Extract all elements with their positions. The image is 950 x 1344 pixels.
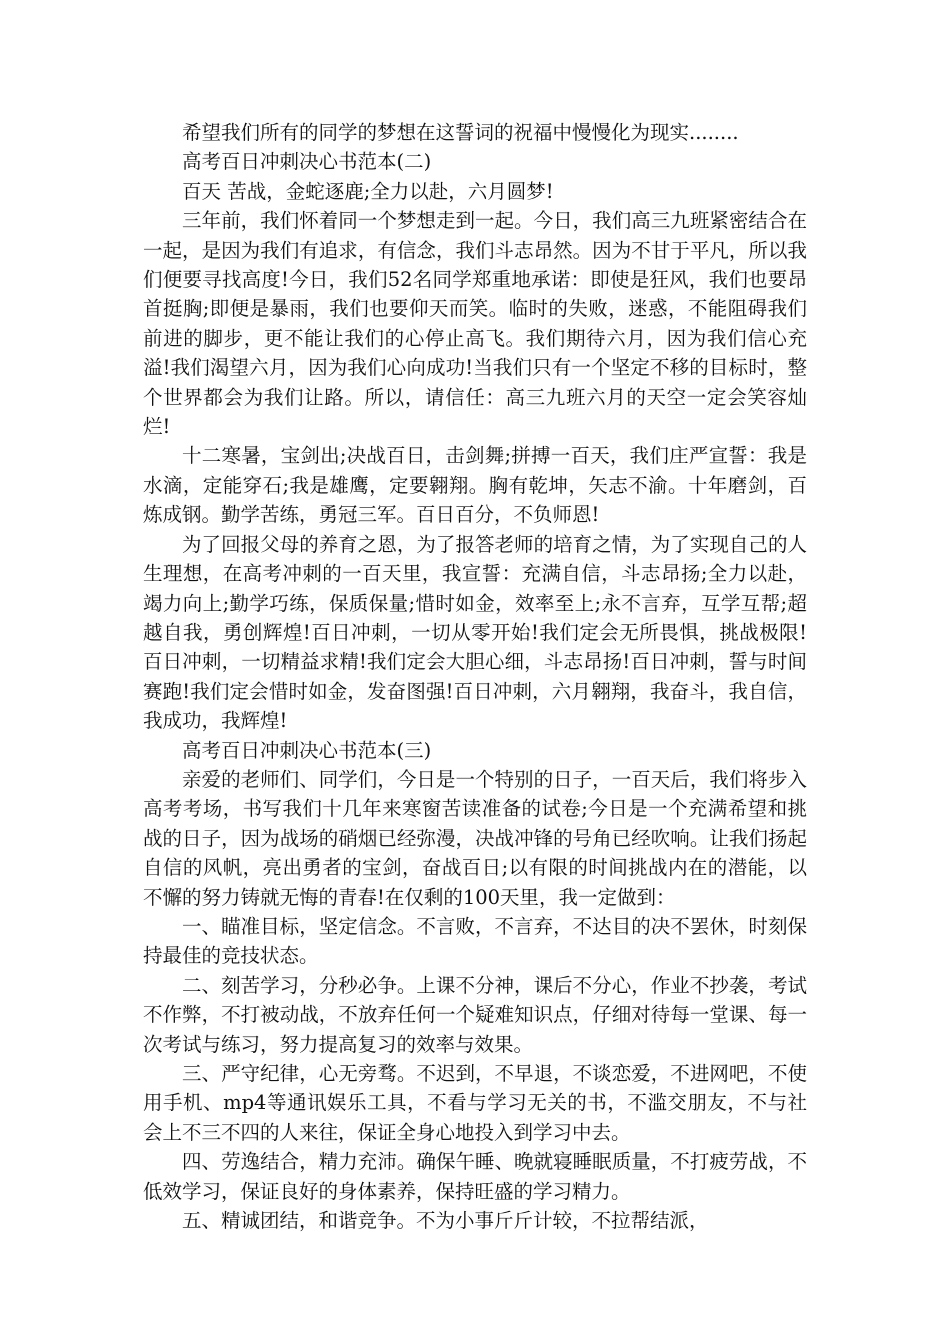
paragraph-item-4: 四、劳逸结合，精力充沛。确保午睡、晚就寝睡眠质量，不打疲劳战，不低效学习，保证良好的身体素养，保持旺盛的学习精力。 [143,1150,807,1203]
paragraph-item-2: 二、刻苦学习，分秒必争。上课不分神，课后不分心，作业不抄袭，考试不作弊，不打被动战，不放弃任何一个疑难知识点，仔细对待每一堂课、每一次考试与练习，努力提高复习的效率与效果。 [143,973,807,1056]
section-heading-2: 高考百日冲刺决心书范本(二) [182,150,432,174]
paragraph-dream-wish: 希望我们所有的同学的梦想在这誓词的祝福中慢慢化为现实........ [182,121,739,144]
paragraph-item-1: 一、瞄准目标，坚定信念。不言败，不言弃，不达目的决不罢休，时刻保持最佳的竞技状态。 [143,914,807,968]
paragraph-three-years-ago: 三年前，我们怀着同一个梦想走到一起。今日，我们高三九班紧密结合在一起，是因为我们有追求，有信念，我们斗志昂然。因为不甘于平凡，所以我们便要寻找高度!今日，我们52名同学郑重地承诺：即使是狂风，我们也要昂首挺胸;即便是暴雨，我们也要仰天而笑。临时的失败，迷惑，不能阻碍我们前进的脚步，更不能让我们的心停止高飞。我们期待六月，因为我们信心充溢!我们渴望六月，因为我们心向成功!当我们只有一个坚定不移的目标时，整个世界都会为我们让路。所以，请信任：高三九班六月的天空一定会笑容灿烂! [143,209,807,439]
paragraph-oath: 为了回报父母的养育之恩，为了报答老师的培育之情，为了实现自己的人生理想，在高考冲刺的一百天里，我宣誓：充满自信，斗志昂扬;全力以赴，竭力向上;勤学巧练，保质保量;惜时如金，效率至上;永不言弃，互学互帮;超越自我，勇创辉煌!百日冲刺，一切从零开始!我们定会无所畏惧，挑战极限!百日冲刺，一切精益求精!我们定会大胆心细，斗志昂扬!百日冲刺，誓与时间赛跑!我们定会惜时如金，发奋图强!百日冲刺，六月翱翔，我奋斗，我自信，我成功，我辉煌! [143,532,807,733]
document-body [143,118,807,1235]
section-heading-3: 高考百日冲刺决心书范本(三) [182,738,432,762]
paragraph-item-3: 三、严守纪律，心无旁骛。不迟到，不早退，不谈恋爱，不进网吧，不使用手机、mp4等通讯娱乐工具，不看与学习无关的书，不滥交朋友，不与社会上不三不四的人来往，保证全身心地投入到学习中去。 [143,1062,807,1144]
paragraph-twelve-years: 十二寒暑，宝剑出;决战百日，击剑舞;拼搏一百天，我们庄严宣誓：我是水滴，定能穿石;我是雄鹰，定要翱翔。胸有乾坤，矢志不渝。十年磨剑，百炼成钢。勤学苦练，勇冠三军。百日百分，不负师恩! [143,444,807,527]
paragraph-dear-teachers: 亲爱的老师们、同学们，今日是一个特别的日子，一百天后，我们将步入高考考场，书写我们十几年来寒窗苦读准备的试卷;今日是一个充满希望和挑战的日子，因为战场的硝烟已经弥漫，决战冲锋的号角已经吹响。让我们扬起自信的风帆，亮出勇者的宝剑，奋战百日;以有限的时间挑战内在的潜能，以不懈的努力铸就无悔的青春!在仅剩的100天里，我一定做到： [143,767,807,909]
paragraph-slogan: 百天 苦战，金蛇逐鹿;全力以赴，六月圆梦! [182,179,554,203]
paragraph-item-5: 五、精诚团结，和谐竞争。不为小事斤斤计较，不拉帮结派， [182,1209,709,1233]
